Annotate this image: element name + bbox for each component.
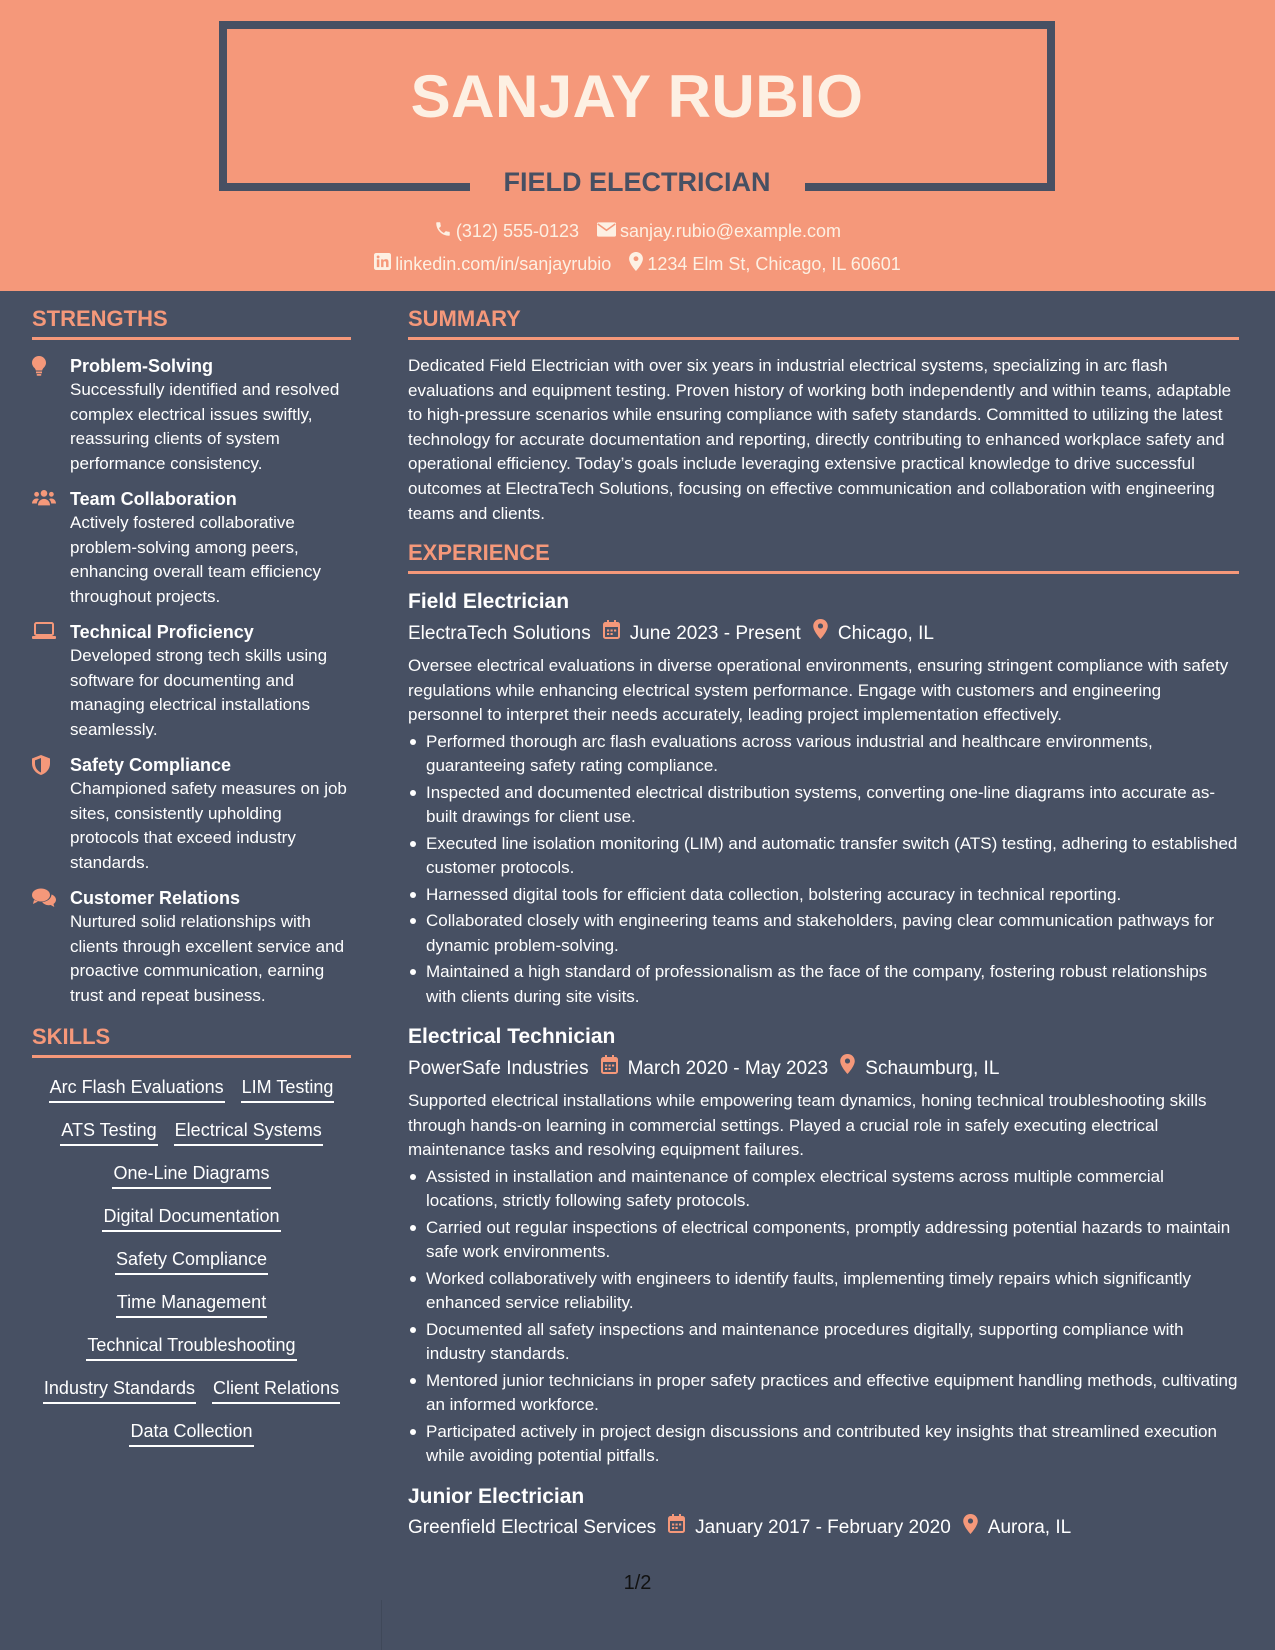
job-title: FIELD ELECTRICIAN: [503, 167, 771, 197]
experience-heading: EXPERIENCE: [408, 540, 1239, 574]
strength-item: [32, 753, 351, 875]
contact-row-2: [0, 252, 1275, 276]
phone-icon: [434, 220, 456, 243]
linkedin-icon: [374, 253, 395, 275]
phone-text[interactable]: (312) 555-0123: [455, 221, 580, 241]
job-bullets: [408, 1165, 1239, 1469]
job-entry: [408, 1483, 1239, 1543]
chat-icon: [32, 886, 70, 1008]
job-location: Aurora, IL: [987, 1517, 1072, 1539]
skill-chip: Electrical Systems: [174, 1118, 323, 1146]
bullet-item: Worked collaboratively with engineers to identify faults, implementing timely repairs which significantly enhanced service reliability.: [408, 1267, 1239, 1316]
job-entry: [408, 1023, 1239, 1469]
strength-item: [32, 886, 351, 1008]
company-name: ElectraTech Solutions: [408, 622, 591, 644]
strength-title: Technical Proficiency: [70, 622, 254, 642]
strength-item: [32, 487, 351, 609]
strengths-heading: STRENGTHS: [32, 306, 351, 340]
bullet-item: Maintained a high standard of professionalism as the face of the company, fostering robust relationships with clients during site visits.: [408, 960, 1239, 1009]
linkedin-text[interactable]: linkedin.com/in/sanjayrubio: [395, 253, 612, 274]
header-banner: [0, 0, 1275, 291]
strength-item: [32, 620, 351, 742]
strength-desc: Actively fostered collaborative problem-solving among peers, enhancing overall team efficiency throughout projects.: [70, 513, 322, 606]
email-text[interactable]: sanjay.rubio@example.com: [620, 221, 842, 241]
candidate-name: SANJAY RUBIO: [410, 63, 864, 130]
strength-title: Team Collaboration: [70, 489, 237, 509]
shield-icon: [32, 753, 70, 875]
map-pin-icon: [801, 619, 838, 648]
summary-heading: SUMMARY: [408, 306, 1239, 340]
job-bullets: [408, 730, 1239, 1010]
envelope-icon: [597, 221, 620, 242]
job-title: Electrical Technician: [408, 1025, 616, 1049]
calendar-icon: [656, 1514, 695, 1542]
map-pin-icon: [629, 252, 647, 276]
address-item: [629, 252, 901, 276]
people-icon: [32, 487, 70, 609]
strength-desc: Nurtured solid relationships with clients through excellent service and proactive communication, earning trust and repeat business.: [70, 912, 345, 1005]
map-pin-icon: [951, 1514, 988, 1543]
skills-list: [32, 1072, 351, 1459]
job-entry: [408, 588, 1239, 1009]
job-title: Field Electrician: [408, 590, 570, 614]
map-pin-icon: [828, 1054, 865, 1083]
job-dates: June 2023 - Present: [629, 622, 801, 644]
strength-title: Customer Relations: [70, 888, 241, 908]
skill-chip: Arc Flash Evaluations: [49, 1075, 225, 1103]
job-dates: March 2020 - May 2023: [627, 1057, 829, 1079]
bullet-item: Participated actively in project design discussions and contributed key insights that streamlined execution while avoiding potential pitfalls.: [408, 1420, 1239, 1469]
skill-chip: Industry Standards: [43, 1376, 196, 1404]
job-meta: [408, 619, 1239, 648]
bullet-item: Inspected and documented electrical distribution systems, converting one-line diagrams into accurate as-built drawings for client use.: [408, 781, 1239, 830]
calendar-icon: [589, 1055, 628, 1083]
company-name: Greenfield Electrical Services: [408, 1517, 657, 1539]
bullet-item: Collaborated closely with engineering teams and stakeholders, paving clear communication pathways for dynamic problem-solving.: [408, 909, 1239, 958]
strength-title: Problem-Solving: [70, 356, 214, 376]
strength-desc: Successfully identified and resolved complex electrical issues swiftly, reassuring clients of system performance consistency.: [70, 380, 340, 473]
job-location: Schaumburg, IL: [865, 1057, 1000, 1079]
strength-title: Safety Compliance: [70, 755, 232, 775]
column-divider: [381, 1600, 382, 1650]
skill-chip: LIM Testing: [241, 1075, 335, 1103]
skill-chip: Safety Compliance: [115, 1247, 268, 1275]
left-column: [32, 306, 351, 1459]
phone-item: [434, 220, 579, 243]
job-description: Supported electrical installations while empowering team dynamics, honing technical troubleshooting skills through hands-on learning in commercial settings. Played a crucial role in safely executing electrical maintenance tasks and resolving equipment failures.: [408, 1091, 1207, 1160]
skill-chip: ATS Testing: [60, 1118, 157, 1146]
calendar-icon: [591, 620, 630, 648]
job-title: Junior Electrician: [408, 1484, 585, 1508]
right-column: [408, 306, 1239, 1549]
laptop-icon: [32, 620, 70, 742]
summary-text: Dedicated Field Electrician with over six years in industrial electrical systems, specializing in arc flash evaluations and equipment testing. Proven history of working both independently and within teams, adaptable to high-pressure scenarios while ensuring compliance with safety standards. Committed to utilizing the latest technology for accurate documentation and reporting, directly contributing to enhanced workplace safety and operational efficiency. Today’s goals include leveraging extensive practical knowledge to drive successful outcomes at ElectraTech Solutions, focusing on effective communication and collaboration with engineering teams and clients.: [408, 356, 1232, 523]
skill-chip: Client Relations: [212, 1376, 340, 1404]
skills-heading: SKILLS: [32, 1024, 351, 1058]
skill-chip: Technical Troubleshooting: [86, 1333, 296, 1361]
job-meta: [408, 1514, 1239, 1543]
strength-desc: Developed strong tech skills using software for documenting and managing electrical installations seamlessly.: [70, 646, 328, 739]
skill-chip: Data Collection: [129, 1419, 253, 1447]
bullet-item: Harnessed digital tools for efficient data collection, bolstering accuracy in technical reporting.: [408, 883, 1239, 908]
job-meta: [408, 1054, 1239, 1083]
job-location: Chicago, IL: [837, 622, 934, 644]
bullet-item: Documented all safety inspections and maintenance procedures digitally, supporting compliance with industry standards.: [408, 1318, 1239, 1367]
contact-row: [0, 220, 1275, 243]
skill-chip: One-Line Diagrams: [112, 1161, 270, 1189]
bullet-item: Executed line isolation monitoring (LIM) and automatic transfer switch (ATS) testing, adhering to established customer protocols.: [408, 832, 1239, 881]
bullet-item: Mentored junior technicians in proper safety practices and effective equipment handling methods, cultivating an informed workforce.: [408, 1369, 1239, 1418]
bullet-item: Carried out regular inspections of electrical components, promptly addressing potential hazards to maintain safe work environments.: [408, 1216, 1239, 1265]
bullet-item: Performed thorough arc flash evaluations across various industrial and healthcare environments, guaranteeing safety rating compliance.: [408, 730, 1239, 779]
address-text: 1234 Elm St, Chicago, IL 60601: [647, 253, 901, 274]
page-number: 1/2: [623, 1572, 652, 1594]
job-description: Oversee electrical evaluations in diverse operational environments, ensuring stringent compliance with safety regulations while enhancing electrical system performance. Engage with customers and engineering personnel to interpret their needs accurately, leading project implementation effectively.: [408, 656, 1229, 725]
strength-desc: Championed safety measures on job sites, consistently upholding protocols that exceed industry standards.: [70, 779, 347, 872]
email-item: [597, 221, 841, 242]
linkedin-item: [374, 253, 611, 275]
bullet-item: Assisted in installation and maintenance of complex electrical systems across multiple commercial locations, strictly following safety protocols.: [408, 1165, 1239, 1214]
strength-item: [32, 354, 351, 476]
lightbulb-icon: [32, 354, 70, 476]
company-name: PowerSafe Industries: [408, 1057, 589, 1079]
skill-chip: Digital Documentation: [102, 1204, 280, 1232]
skill-chip: Time Management: [116, 1290, 267, 1318]
job-dates: January 2017 - February 2020: [695, 1517, 951, 1539]
